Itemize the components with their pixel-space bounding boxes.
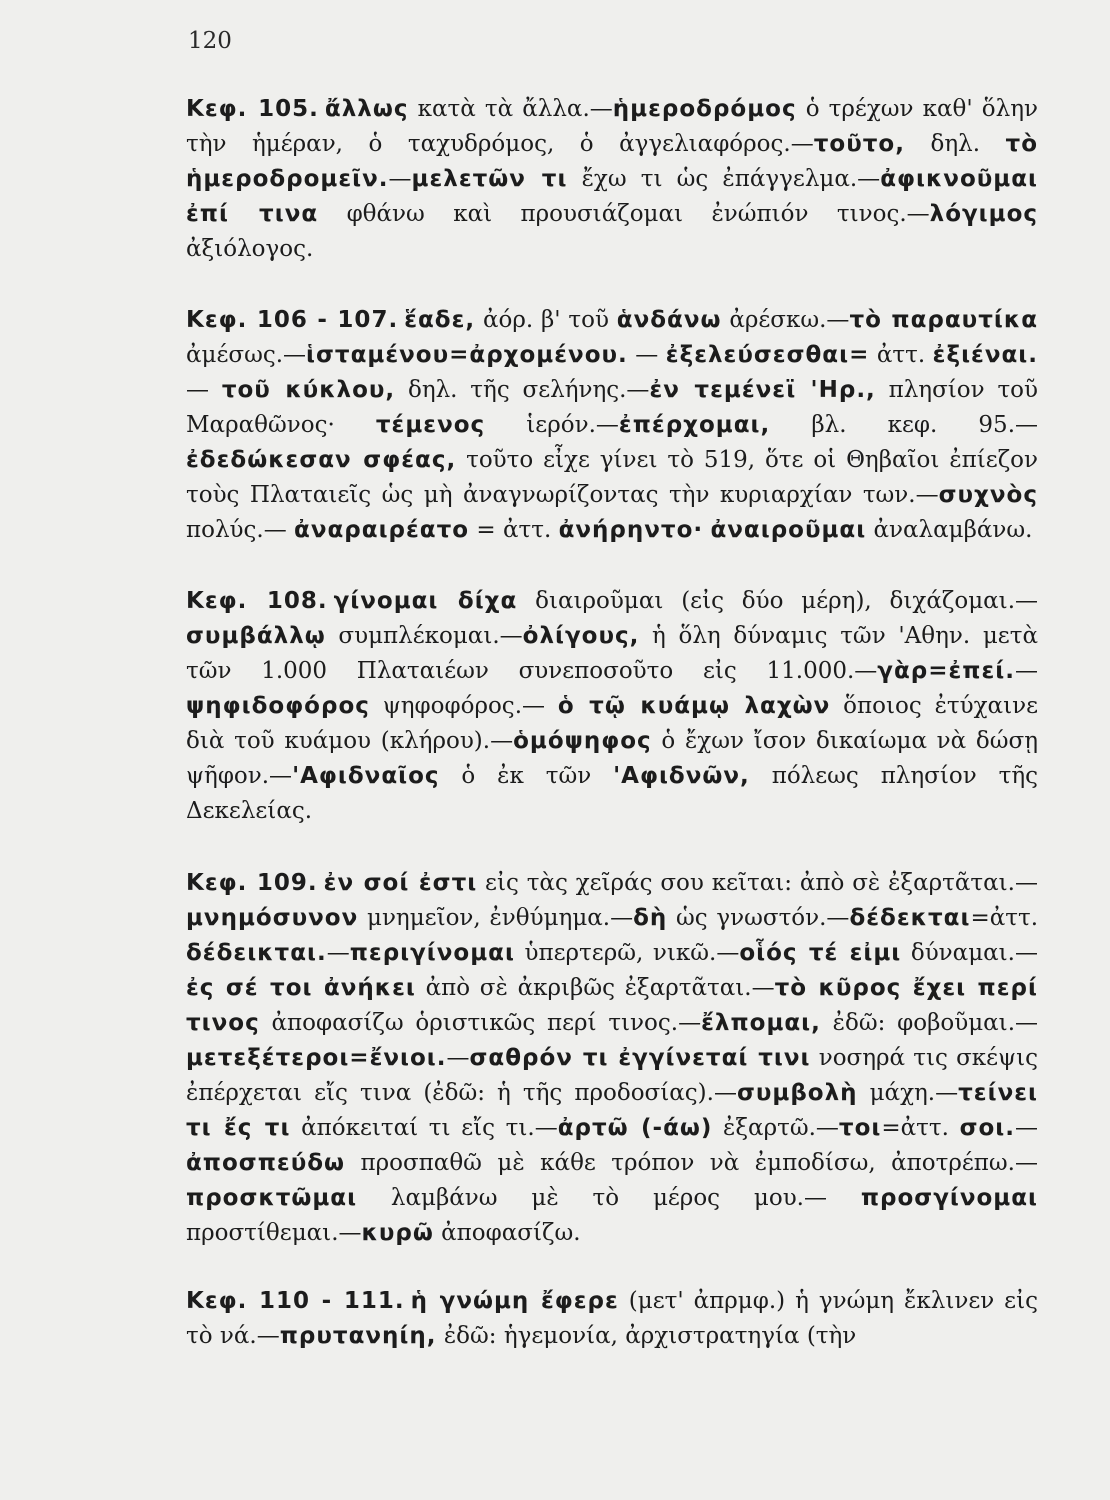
- gloss-text: πλησίον τοῦ Μαραθῶνος·: [186, 377, 1038, 438]
- gloss-text: ὡς γνωστόν.—: [667, 905, 850, 931]
- gloss-text: δηλ.: [904, 131, 1006, 157]
- gloss-text: (μετ' ἀπρμφ.) ἡ γνώμη ἔκλινεν εἰς τὸ νά.—: [186, 1288, 1038, 1349]
- gloss-text: —: [326, 940, 350, 966]
- glossary-term: σοι.: [959, 1115, 1015, 1141]
- gloss-text: ἱερόν.—: [485, 412, 619, 438]
- glossary-term: μελετῶν τι: [411, 166, 568, 192]
- glossary-term: συμβολὴ: [736, 1080, 858, 1106]
- glossary-term: προσγίνομαι: [860, 1185, 1038, 1211]
- glossary-term: ἀναιροῦμαι: [710, 517, 867, 543]
- glossary-term: ἐδεδώκεσαν σφέας,: [186, 447, 457, 473]
- gloss-text: —: [446, 1045, 470, 1071]
- gloss-text: κατὰ τὰ ἄλλα.—: [408, 96, 613, 122]
- glossary-term: ἀνήρηντο·: [558, 517, 704, 543]
- section-110-111: [186, 1284, 1038, 1354]
- glossary-term: ἔλπομαι,: [701, 1010, 821, 1036]
- glossary-term: γίνομαι δίχα: [333, 588, 518, 614]
- chapter-label: Κεφ. 108.: [186, 588, 328, 614]
- glossary-term: πρυτανηίη,: [279, 1323, 437, 1349]
- gloss-text: =ἀττ.: [970, 905, 1038, 931]
- gloss-text: ὁ ἔχων ἴσον δικαίωμα νὰ δώσῃ ψῆφον.—: [186, 728, 1038, 789]
- section-108: [186, 584, 1038, 829]
- glossary-term: ἡμεροδρόμος: [612, 96, 797, 122]
- glossary-term: ἐξελεύσεσθαι=: [665, 342, 870, 368]
- glossary-term: ἐν σοί ἐστι: [323, 870, 478, 896]
- glossary-term: προσκτῶμαι: [186, 1185, 358, 1211]
- gloss-text: νοσηρά τις σκέψις ἐπέρχεται εἴς τινα (ἐδῶ: ἡ τῆς προδοσίας).—: [186, 1045, 1038, 1106]
- gloss-text: ἀρέσκω.—: [721, 307, 850, 333]
- glossary-term: λόγιμος: [929, 201, 1038, 227]
- gloss-text: ὅποιος ἐτύχαινε διὰ τοῦ κυάμου (κλήρου).—: [186, 693, 1038, 754]
- gloss-text: —: [1015, 1115, 1038, 1141]
- section-105: [186, 92, 1038, 267]
- gloss-text: = ἀττ.: [469, 517, 559, 543]
- glossary-term: συμβάλλῳ: [186, 623, 326, 649]
- glossary-term: μετεξέτεροι=ἔνιοι.: [186, 1045, 447, 1071]
- chapter-label: Κεφ. 110 - 111.: [186, 1288, 405, 1314]
- glossary-term: 'Αφιδνῶν,: [613, 763, 750, 789]
- glossary-term: περιγίνομαι: [349, 940, 515, 966]
- glossary-term: ὁ τῷ κυάμῳ λαχὼν: [557, 693, 831, 719]
- gloss-text: ἀπόκειταί τι εἴς τι.—: [290, 1115, 558, 1141]
- gloss-text: ἀπὸ σὲ ἀκριβῶς ἐξαρτᾶται.—: [415, 975, 775, 1001]
- glossary-term: τὸ παραυτίκα: [849, 307, 1038, 333]
- section-109: [186, 866, 1038, 1251]
- gloss-text: —: [388, 166, 412, 192]
- chapter-label: Κεφ. 109.: [186, 870, 318, 896]
- glossary-term: ἀποσπεύδω: [186, 1150, 346, 1176]
- gloss-text: δύναμαι.—: [901, 940, 1038, 966]
- glossary-term: τὸ κῦρος ἔχει περί τινος: [186, 975, 1038, 1036]
- gloss-text: προστίθεμαι.—: [186, 1220, 362, 1246]
- gloss-text: ὁ ἐκ τῶν: [439, 763, 614, 789]
- glossary-term: συχνὸς: [938, 482, 1038, 508]
- glossary-term: σαθρόν τι ἐγγίνεταί τινι: [469, 1045, 811, 1071]
- glossary-term: ψηφιδοφόρος: [186, 693, 370, 719]
- glossary-term: ἐν τεμένεϊ 'Ηρ.,: [649, 377, 876, 403]
- gloss-text: ψηφοφόρος.—: [369, 693, 558, 719]
- glossary-term: δέδεικται.: [186, 940, 327, 966]
- gloss-text: προσπαθῶ μὲ κάθε τρόπον νὰ ἐμποδίσω, ἀποτρέπω.—: [345, 1150, 1038, 1176]
- gloss-text: ἀποφασίζω ὁριστικῶς περί τινος.—: [259, 1010, 702, 1036]
- glossary-term: τοῦτο,: [813, 131, 905, 157]
- gloss-text: φθάνω καὶ προυσιάζομαι ἐνώπιόν τινος.—: [318, 201, 930, 227]
- glossary-term: δέδεκται: [849, 905, 971, 931]
- gloss-text: λαμβάνω μὲ τὸ μέρος μου.—: [357, 1185, 861, 1211]
- gloss-text: ὑπερτερῶ, νικῶ.—: [514, 940, 740, 966]
- glossary-term: ἐπέρχομαι,: [618, 412, 771, 438]
- glossary-term: ἀναραιρέατο: [294, 517, 470, 543]
- glossary-term: δὴ: [633, 905, 668, 931]
- glossary-term: οἷός τέ εἰμι: [739, 940, 902, 966]
- gloss-text: δηλ. τῆς σελήνης.—: [395, 377, 650, 403]
- gloss-text: πολύς.—: [186, 517, 295, 543]
- gloss-text: =ἀττ.: [881, 1115, 960, 1141]
- glossary-term: ὁμόψηφος: [513, 728, 652, 754]
- glossary-term: ἀφικνοῦμαι ἐπί τινα: [186, 166, 1038, 227]
- gloss-text: τοῦτο εἶχε γίνει τὸ 519, ὅτε οἱ Θηβαῖοι ἐπίεζον τοὺς Πλαταιεῖς ὡς μὴ ἀναγνωρίζοντας τὴν κυριαρχίαν των.—: [186, 447, 1039, 508]
- gloss-text: ἀττ.: [869, 342, 933, 368]
- gloss-text: ὁ τρέχων καθ' ὅλην τὴν ἡμέραν, ὁ ταχυδρόμος, ὁ ἀγγελιαφόρος.—: [186, 96, 1038, 157]
- glossary-term: τείνει τι ἔς τι: [186, 1080, 1038, 1141]
- page-number: 120: [188, 28, 232, 54]
- gloss-text: ἀξιόλογος.: [186, 236, 314, 262]
- glossary-term: τοῦ κύκλου,: [221, 377, 396, 403]
- glossary-term: τοι: [838, 1115, 882, 1141]
- gloss-text: ἀποφασίζω.: [433, 1220, 581, 1246]
- glossary-term: ἄλλως: [324, 96, 409, 122]
- glossary-term: τέμενος: [375, 412, 486, 438]
- glossary-term: ὀλίγους,: [522, 623, 640, 649]
- gloss-text: ἀόρ. β' τοῦ: [475, 307, 617, 333]
- gloss-text: ἐδῶ: φοβοῦμαι.—: [820, 1010, 1038, 1036]
- gloss-text: ἀμέσως.—: [186, 342, 307, 368]
- glossary-term: γὰρ=ἐπεί.: [877, 658, 1015, 684]
- glossary-term: ἁνδάνω: [616, 307, 722, 333]
- gloss-text: μάχη.—: [857, 1080, 959, 1106]
- gloss-text: ἐξαρτῶ.—: [712, 1115, 839, 1141]
- gloss-text: συμπλέκομαι.—: [325, 623, 523, 649]
- gloss-text: ἔχω τι ὡς ἐπάγγελμα.—: [567, 166, 881, 192]
- gloss-text: εἰς τὰς χεῖράς σου κεῖται: ἀπὸ σὲ ἐξαρτᾶται.—: [477, 870, 1038, 896]
- glossary-term: κυρῶ: [361, 1220, 434, 1246]
- chapter-label: Κεφ. 106 - 107.: [186, 307, 399, 333]
- gloss-text: βλ. κεφ. 95.—: [770, 412, 1039, 438]
- glossary-term: ἐξιέναι.: [932, 342, 1038, 368]
- glossary-term: ἀρτῶ (-άω): [557, 1115, 713, 1141]
- glossary-term: 'Αφιδναῖος: [292, 763, 440, 789]
- gloss-text: ἡ ὅλη δύναμις τῶν 'Αθην. μετὰ τῶν 1.000 Πλαταιέων συνεποσοῦτο εἰς 11.000.—: [186, 623, 1038, 684]
- glossary-term: ἐς σέ τοι ἀνήκει: [186, 975, 416, 1001]
- gloss-text: —: [1015, 658, 1038, 684]
- gloss-text: ἀναλαμβάνω.: [866, 517, 1033, 543]
- glossary-term: ἕαδε,: [404, 307, 476, 333]
- gloss-text: —: [186, 377, 222, 403]
- glossary-term: τὸ ἡμεροδρομεῖν.: [186, 131, 1039, 192]
- gloss-text: διαιροῦμαι (εἰς δύο μέρη), διχάζομαι.—: [517, 588, 1038, 614]
- glossary-term: ἱσταμένου=ἀρχομένου.: [306, 342, 628, 368]
- glossary-term: μνημόσυνον: [186, 905, 359, 931]
- gloss-text: ἐδῶ: ἡγεμονία, ἀρχιστρατηγία (τὴν: [436, 1323, 857, 1349]
- gloss-text: μνημεῖον, ἐνθύμημα.—: [358, 905, 634, 931]
- glossary-term: ἡ γνώμη ἔφερε: [410, 1288, 619, 1314]
- chapter-label: Κεφ. 105.: [186, 96, 319, 122]
- gloss-text: πόλεως πλησίον τῆς Δεκελείας.: [186, 763, 1038, 824]
- section-106-107: [186, 303, 1038, 548]
- gloss-text: —: [627, 342, 666, 368]
